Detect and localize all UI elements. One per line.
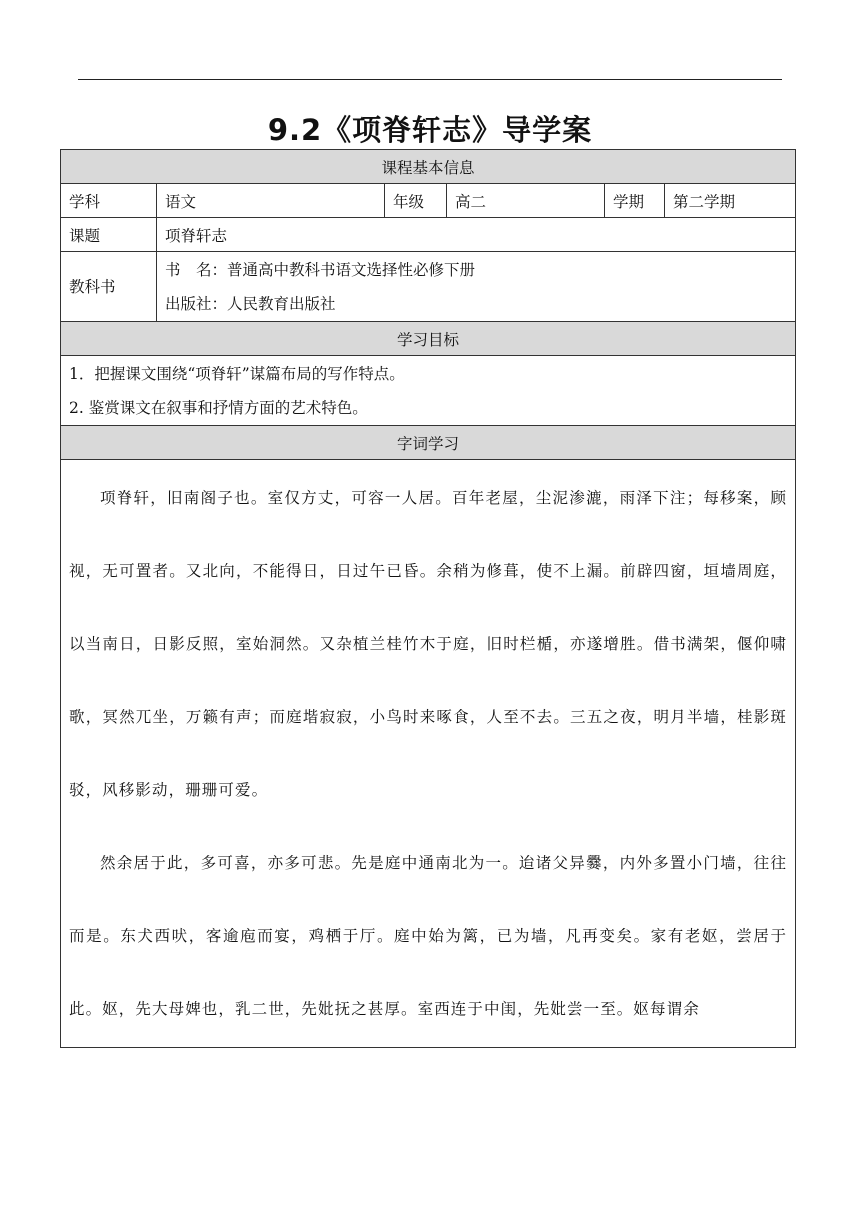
lesson-plan-table <box>60 149 796 1048</box>
section-learning-goals: 学习目标 <box>61 322 796 356</box>
section-word-study: 字词学习 <box>61 426 796 460</box>
subject-value: 语文 <box>157 184 385 218</box>
passage-text <box>61 460 796 1048</box>
subject-label: 学科 <box>61 184 157 218</box>
section-header-row <box>61 426 796 460</box>
textbook-publisher: 出版社：人民教育出版社 <box>165 294 336 313</box>
term-label: 学期 <box>605 184 665 218</box>
section-header-row <box>61 150 796 184</box>
passage-paragraph: 然余居于此，多可喜，亦多可悲。先是庭中通南北为一。迨诸父异爨，内外多置小门墙，往往而是。东犬西吠，客逾庖而宴，鸡栖于厅。庭中始为篱，已为墙，凡再变矣。家有老妪，尝居于此。妪，先大母婢也，乳二世，先妣抚之甚厚。室西连于中闺，先妣尝一至。妪每谓余 <box>69 853 788 1018</box>
section-header-row <box>61 322 796 356</box>
passage-paragraph: 项脊轩，旧南阁子也。室仅方丈，可容一人居。百年老屋，尘泥渗漉，雨泽下注；每移案，顾视，无可置者。又北向，不能得日，日过午已昏。余稍为修葺，使不上漏。前辟四窗，垣墙周庭，以当南日，日影反照，室始洞然。又杂植兰桂竹木于庭，旧时栏楯，亦遂增胜。借书满架，偃仰啸歌，冥然兀坐，万籁有声；而庭堦寂寂，小鸟时来啄食，人至不去。三五之夜，明月半墙，桂影斑驳，风移影动，珊珊可爱。 <box>69 488 788 799</box>
topic-row <box>61 218 796 252</box>
topic-label: 课题 <box>61 218 157 252</box>
passage-row <box>61 460 796 1048</box>
goals-row <box>61 356 796 426</box>
term-value: 第二学期 <box>665 184 796 218</box>
grade-value: 高二 <box>447 184 605 218</box>
topic-value: 项脊轩志 <box>157 218 796 252</box>
header-rule <box>78 79 782 80</box>
textbook-row <box>61 252 796 322</box>
textbook-name: 书 名：普通高中教科书语文选择性必修下册 <box>165 260 476 279</box>
document-title: 9.2《项脊轩志》导学案 <box>267 113 593 147</box>
section-basic-info: 课程基本信息 <box>61 150 796 184</box>
goal-item: 1．把握课文围绕“项脊轩”谋篇布局的写作特点。 <box>69 364 405 383</box>
textbook-details <box>157 252 796 322</box>
grade-label: 年级 <box>385 184 447 218</box>
textbook-label: 教科书 <box>61 252 157 322</box>
subject-row <box>61 184 796 218</box>
goals-list <box>61 356 796 426</box>
goal-item: 2. 鉴赏课文在叙事和抒情方面的艺术特色。 <box>69 398 368 417</box>
